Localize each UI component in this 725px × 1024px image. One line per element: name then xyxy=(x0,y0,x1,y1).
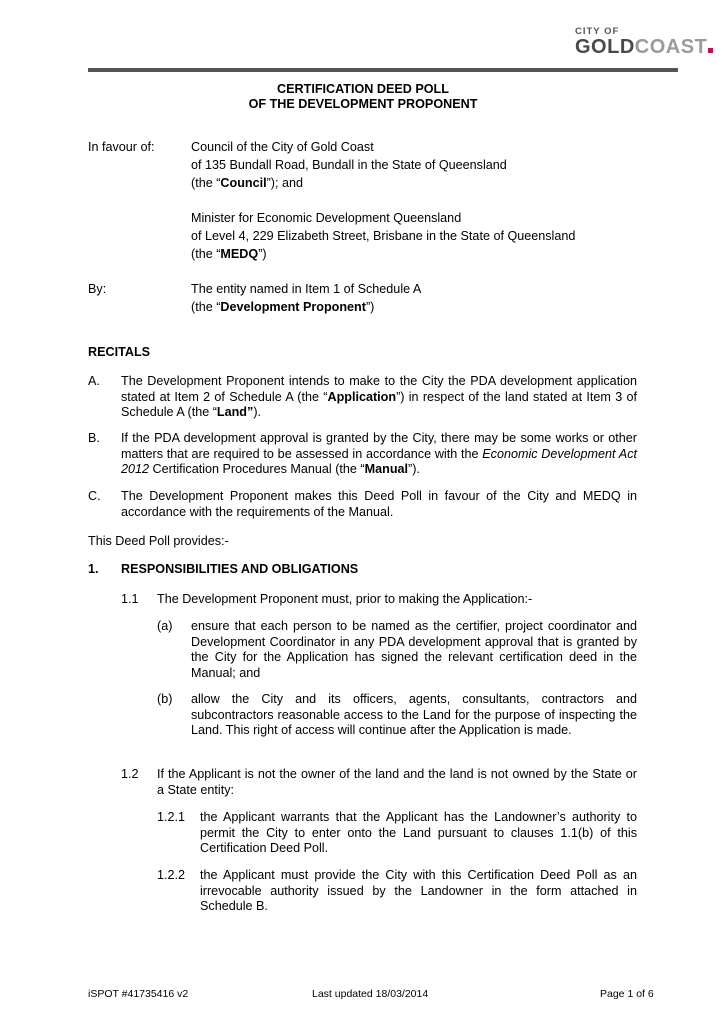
recital-b-term-manual: Manual xyxy=(364,462,409,476)
recital-b-label: B. xyxy=(88,431,100,445)
recital-a-term-land: Land” xyxy=(216,405,254,419)
recital-a-part-3: ). xyxy=(253,405,262,419)
recital-a-term-application: Application xyxy=(327,389,397,404)
party2-address: of Level 4, 229 Elizabeth Street, Brisbane in the State of Queensland xyxy=(191,229,576,243)
by-definition xyxy=(191,300,374,314)
def-suffix: ”) xyxy=(258,247,267,261)
section-1-number: 1. xyxy=(88,562,99,576)
clause-1-1-b-text: allow the City and its officers, agents, consultants, contractors and subcontractors reasonable access to the Land for the purpose of inspecting the Land. This right of access will continue after the Application is made. xyxy=(191,692,637,737)
recital-c-label: C. xyxy=(88,489,101,503)
clause-1-1-number: 1.1 xyxy=(121,592,139,606)
footer-last-updated: Last updated 18/03/2014 xyxy=(312,988,429,1000)
clause-1-1-a-text: ensure that each person to be named as the certifier, project coordinator and Development Coordinator in any PDA development approval that is granted by the City for the Application has signed the relevant certification deed in the Manual; and xyxy=(191,619,637,680)
recital-c-text: The Development Proponent makes this Deed Poll in favour of the City and MEDQ in accordance with the requirements of the Manual. xyxy=(121,489,637,519)
party2-name: Minister for Economic Development Queensland xyxy=(191,211,462,225)
recital-b-text xyxy=(121,431,637,478)
recital-a-label: A. xyxy=(88,374,100,388)
footer-document-reference: iSPOT #41735416 v2 xyxy=(88,988,189,1000)
in-favour-of-label: In favour of: xyxy=(88,140,155,154)
clause-1-2-2-text: the Applicant must provide the City with this Certification Deed Poll as an irrevocable authority issued by the Landowner in the form attached in Schedule B. xyxy=(200,868,637,913)
logo-dot-icon xyxy=(708,48,713,53)
document-title-line-2: OF THE DEVELOPMENT PROPONENT xyxy=(248,97,478,111)
def-suffix: ”) xyxy=(365,300,375,314)
def-prefix: (the “ xyxy=(191,247,221,261)
recital-b-part-2: Certification Procedures Manual (the “ xyxy=(149,462,365,476)
logo-wordmark xyxy=(575,36,713,59)
party2-definition xyxy=(191,247,267,261)
party1-definition xyxy=(191,176,303,190)
by-label: By: xyxy=(88,282,107,296)
document-title-line-1: CERTIFICATION DEED POLL xyxy=(277,82,449,96)
section-1-heading: RESPONSIBILITIES AND OBLIGATIONS xyxy=(121,562,359,576)
clause-1-1-b-label: (b) xyxy=(157,692,173,706)
clause-1-2-1-text: the Applicant warrants that the Applicant has the Landowner’s authority to permit the City to enter onto the Land pursuant to clauses 1.1(b) of this Certification Deed Poll. xyxy=(200,810,637,855)
def-prefix: (the “ xyxy=(191,300,221,314)
clause-1-2-2-number: 1.2.2 xyxy=(157,868,186,882)
party1-name: Council of the City of Gold Coast xyxy=(191,140,374,154)
recital-b-part-1: If the PDA development approval is granted by the City, there may be some works or other matters that are required to be assessed in accordance with the xyxy=(121,431,637,461)
recital-a-text xyxy=(121,374,637,421)
party1-address: of 135 Bundall Road, Bundall in the State of Queensland xyxy=(191,158,507,172)
def-prefix: (the “ xyxy=(191,176,221,190)
clause-1-2-number: 1.2 xyxy=(121,767,139,781)
recitals-heading: RECITALS xyxy=(88,345,151,359)
recital-a-part-1: The Development Proponent intends to make to the City the PDA development application stated at Item 2 of Schedule A (the “ xyxy=(121,374,637,404)
clause-1-1-text: The Development Proponent must, prior to making the Application:- xyxy=(157,592,533,606)
by-text: The entity named in Item 1 of Schedule A xyxy=(191,282,422,296)
footer-page-number: Page 1 of 6 xyxy=(600,988,654,1000)
def-term: Council xyxy=(220,176,267,190)
clause-1-1-a-label: (a) xyxy=(157,619,173,633)
logo-city-of: CITY OF xyxy=(575,26,620,37)
def-term: MEDQ xyxy=(220,247,259,261)
deed-poll-provides: This Deed Poll provides:- xyxy=(88,534,229,548)
recital-a-part-2: ”) in respect of the land stated at Item 3 of Schedule A (the “ xyxy=(121,389,637,419)
logo-gold: GOLD xyxy=(575,36,635,58)
recital-b-act-name: Economic Development Act 2012 xyxy=(121,446,637,476)
def-suffix: ”); and xyxy=(266,176,303,190)
header-rule xyxy=(88,68,678,72)
def-term: Development Proponent xyxy=(220,300,366,314)
logo-coast: COAST xyxy=(634,36,708,58)
recital-b-part-3: ”). xyxy=(408,462,420,476)
clause-1-2-1-number: 1.2.1 xyxy=(157,810,186,824)
clause-1-2-text: If the Applicant is not the owner of the land and the land is not owned by the State or a State entity: xyxy=(157,767,637,797)
